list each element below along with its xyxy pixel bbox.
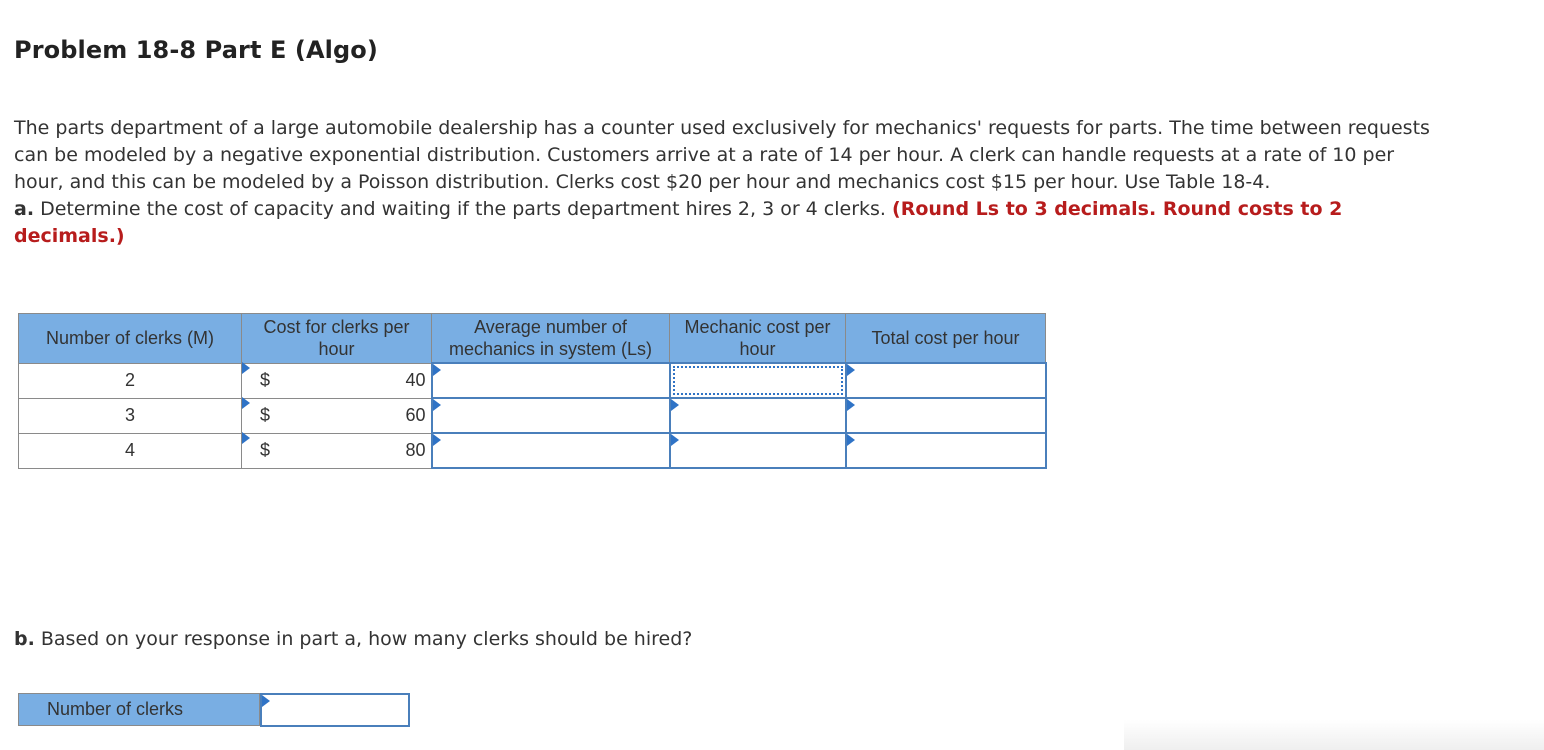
header-mechanic-cost: Mechanic cost per hour [670, 314, 846, 364]
mechanic-cost-input[interactable] [670, 363, 846, 398]
table-header-row [19, 314, 1046, 364]
header-clerk-cost: Cost for clerks per hour [242, 314, 432, 364]
number-of-clerks-input[interactable] [260, 693, 410, 727]
intro-paragraph: The parts department of a large automobile dealership has a counter used exclusively for mechanics' requests for parts. The time between requests can be modeled by a negative exponential distribution. Customers arrive at a rate of 14 per hour. A clerk can handle requests at a rate of 10 per hour, and this can be modeled by a Poisson distribution. Clerks cost $20 per hour and mechanics cost $15 per hour. Use Table 18-4. [14, 117, 1430, 193]
bottom-shadow [1124, 720, 1544, 750]
clerk-cost-cell [242, 398, 432, 433]
answer-flag-icon [262, 695, 270, 707]
answer-flag-icon [433, 434, 441, 446]
part-b-label: b. [14, 628, 35, 650]
total-cost-input[interactable] [846, 433, 1046, 468]
answer-flag-icon [847, 364, 855, 376]
clerk-cost-value: 40 [405, 370, 426, 390]
answer-flag-icon [242, 397, 250, 409]
part-b-text: Based on your response in part a, how many clerks should be hired? [40, 628, 693, 650]
total-cost-input[interactable] [846, 398, 1046, 433]
header-total-cost: Total cost per hour [846, 314, 1046, 364]
table-row [19, 363, 1046, 398]
clerk-cost-value: 80 [405, 440, 426, 460]
answer-flag-icon [847, 399, 855, 411]
answer-flag-icon [242, 432, 250, 444]
rounding-instruction: (Round Ls to 3 decimals. Round costs to 2 decimals.) [14, 198, 1343, 247]
header-number-of-clerks: Number of clerks (M) [19, 314, 242, 364]
part-b-question [14, 628, 692, 650]
part-a-question [14, 196, 1444, 250]
answer-flag-icon [671, 434, 679, 446]
ls-input[interactable] [432, 398, 670, 433]
header-avg-mechanics: Average number of mechanics in system (Ls) [432, 314, 670, 364]
clerks-value: 3 [19, 398, 242, 433]
part-a-text: Determine the cost of capacity and waiting if the parts department hires 2, 3 or 4 clerks. [40, 198, 886, 220]
answer-flag-icon [671, 399, 679, 411]
ls-input[interactable] [432, 433, 670, 468]
clerks-value: 4 [19, 433, 242, 468]
clerk-cost-cell [242, 433, 432, 468]
answer-flag-icon [242, 362, 250, 374]
currency-symbol: $ [260, 440, 271, 460]
part-a-label: a. [14, 198, 35, 220]
clerk-cost-cell [242, 363, 432, 398]
answer-flag-icon [433, 364, 441, 376]
problem-title: Problem 18-8 Part E (Algo) [14, 36, 378, 64]
number-of-clerks-label: Number of clerks [18, 693, 260, 726]
mechanic-cost-input[interactable] [670, 433, 846, 468]
problem-text [14, 115, 1444, 250]
ls-input[interactable] [432, 363, 670, 398]
total-cost-input[interactable] [846, 363, 1046, 398]
clerk-cost-value: 60 [405, 405, 426, 425]
answer-flag-icon [847, 434, 855, 446]
focus-outline [673, 366, 843, 395]
cost-table [18, 313, 1047, 469]
table-row [19, 398, 1046, 433]
clerks-value: 2 [19, 363, 242, 398]
answer-flag-icon [433, 399, 441, 411]
currency-symbol: $ [260, 405, 271, 425]
table-row [19, 433, 1046, 468]
currency-symbol: $ [260, 370, 271, 390]
mechanic-cost-input[interactable] [670, 398, 846, 433]
